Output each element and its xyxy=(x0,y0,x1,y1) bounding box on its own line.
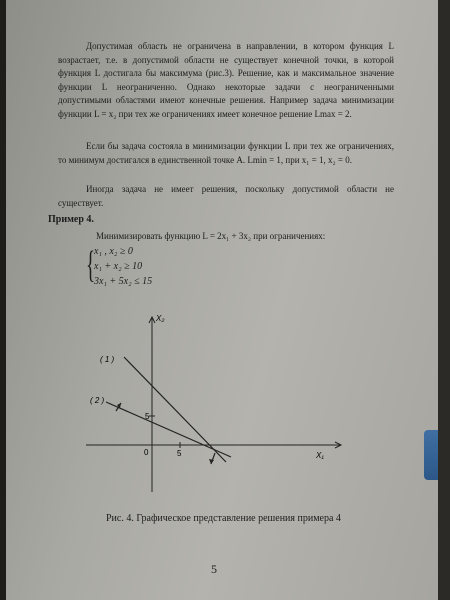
example-heading: Пример 4. xyxy=(48,214,94,225)
x-axis-label: X₁ xyxy=(316,451,324,460)
line-2-label: ( 2 ) xyxy=(90,396,105,405)
constraint-1: x₁ , x₂ ≥ 0 xyxy=(94,246,133,257)
line-1-arrowhead xyxy=(209,459,214,464)
constraint-3: 3x₁ + 5x₂ ≤ 15 xyxy=(94,276,153,287)
paragraph-1: Допустимая область не ограничена в направлении, в котором функция L возрастает, т.е. в допустимой области не существует конечной точки, в которой функция L достигала бы максимума (рис.3). Решение, как и максимальное значение функции L неограниченно. Однако некоторые задачи с неограниченными допустимыми областями имеют конечные решения. Например задача минимизации функции L = x₂ при тех же ограничениях имеет конечное решение Lmax = 2. xyxy=(58,41,394,119)
constraint-2: x₁ + x₂ ≥ 10 xyxy=(94,261,143,272)
y-tick-label: 5 xyxy=(145,412,150,421)
constraint-line-2 xyxy=(106,402,231,457)
line-1-label: ( 1 ) xyxy=(100,355,115,364)
origin-label: 0 xyxy=(144,448,149,457)
y-axis-label: X₂ xyxy=(156,314,165,323)
page-number: 5 xyxy=(211,562,217,576)
solution-graph xyxy=(76,307,356,497)
constraint-line-1 xyxy=(124,357,226,462)
x-tick-label: 5 xyxy=(177,449,182,458)
figure-caption: Рис. 4. Графическое представление решения примера 4 xyxy=(106,513,341,524)
blue-object-edge xyxy=(424,430,438,480)
system-brace: { xyxy=(86,244,96,286)
paragraph-2: Если бы задача состояла в минимизации функции L при тех же ограничениях, то минимум достигался в единственной точке А. Lmin = 1, при x₁ = 1, x₂ = 0. xyxy=(58,141,394,165)
paragraph-3: Иногда задача не имеет решения, поскольку допустимой области не существует. xyxy=(58,184,394,208)
book-page xyxy=(6,0,438,600)
example-task: Минимизировать функцию L = 2x₁ + 3x₂ при ограничениях: xyxy=(96,231,326,241)
